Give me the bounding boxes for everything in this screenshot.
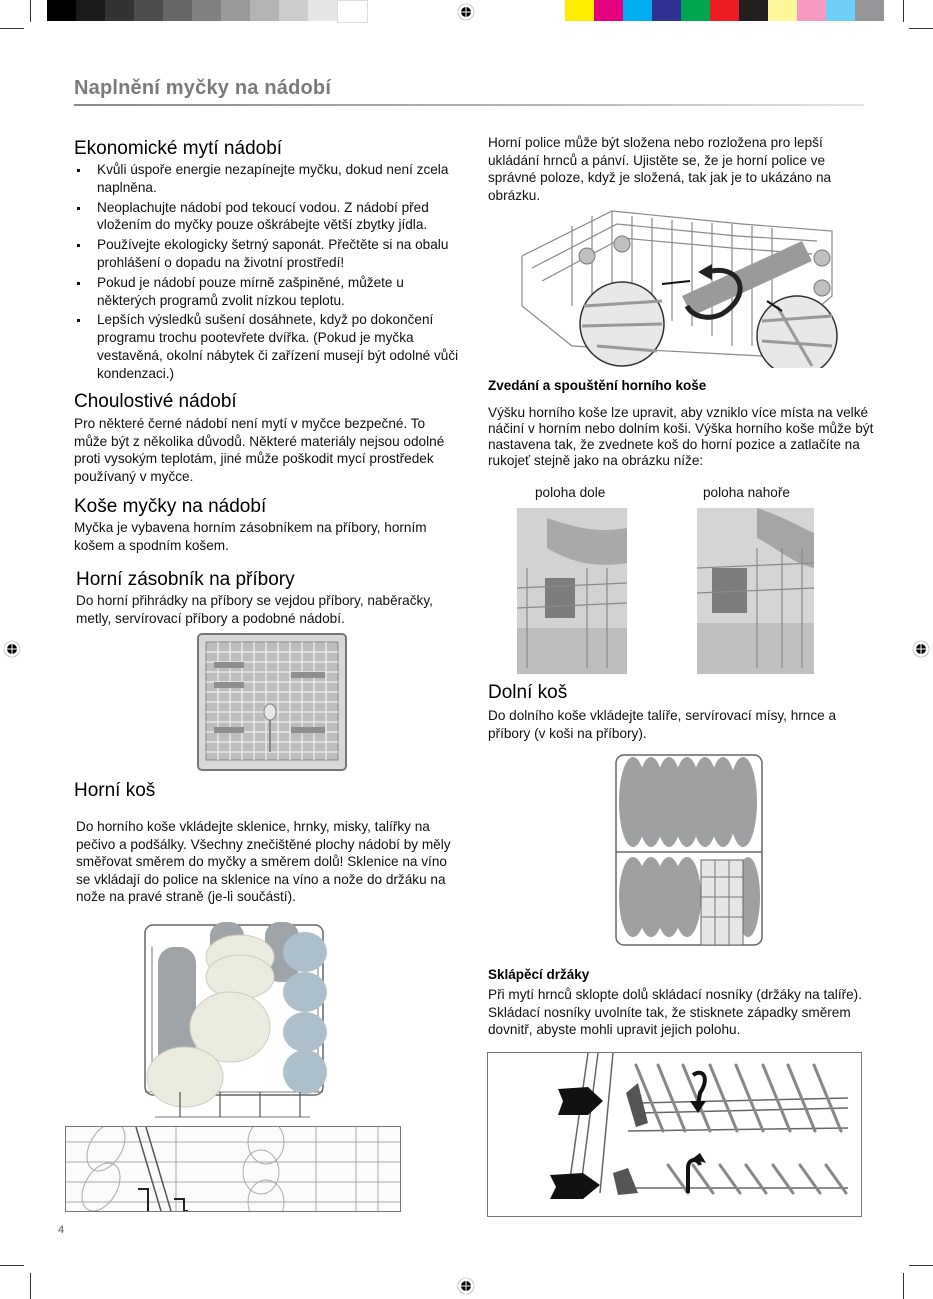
color-swatch [768,0,797,21]
color-swatch [652,0,681,21]
delicate-paragraph: Pro některé černé nádobí není mytí v myčce bezpečné. To může být z několika důvodů. Některé materiály nejsou odolné proti vysokým teplotám, jiné může poškodit mycí prostředek používaný v myčce. [74,416,445,484]
page-title: Naplnění myčky na nádobí [74,77,332,99]
eco-tip: Pokud je nádobí pouze mírně zašpiněné, můžete u některých programů zvolit nízkou teplotu. [74,274,459,310]
cutlery-tray-paragraph: Do horní přihrádky na příbory se vejdou příbory, naběračky, metly, servírovací příbory a podobné nádobí. [76,593,433,626]
crop-mark [0,1265,24,1266]
gray-swatch [134,0,163,21]
caption-position-high: poloha nahoře [703,485,790,500]
section-heading-raise-lower: Zvedání a spouštění horního koše [488,378,707,393]
eco-tip: Lepších výsledků sušení dosáhnete, když po dokončení programu trochu pootevřete dvířka. (Pokud je myčka vestavěná, okolní nábytek či zařízení musejí být odolné vůči kondenzaci.) [74,311,459,382]
color-swatch [739,0,768,21]
section-heading-baskets: Koše myčky na nádobí [74,496,267,517]
color-swatch [565,0,594,21]
gray-swatch [221,0,250,21]
crop-mark [903,1273,904,1299]
section-heading-cutlery-tray: Horní zásobník na příbory [76,569,295,590]
eco-tip: Kvůli úspoře energie nezapínejte myčku, dokud není zcela naplněna. [74,161,459,197]
gray-swatch [105,0,134,21]
raise-lower-paragraph: Výšku horního koše lze upravit, aby vzniklo více místa na velké náčiní v horním nebo dolním koši. Výška horního koše může být nastavena tak, že zvednete koš do horní pozice a zatlačíte na rukojeť stejně jako na obrázku níže: [488,405,874,468]
eco-tips-list [74,161,459,385]
crop-mark [909,1265,933,1266]
cutlery-tray-illustration [196,632,348,772]
gray-swatch [47,0,76,21]
color-swatch [826,0,855,21]
crop-mark [30,1273,31,1299]
registration-mark-icon [912,640,930,658]
color-swatch [681,0,710,21]
upper-basket-illustration [140,917,330,1127]
lower-basket-paragraph: Do dolního koše vkládejte talíře, servírovací mísy, hrnce a příbory (v koši na příbory). [488,708,837,741]
color-swatch [855,0,884,21]
eco-tip: Používejte ekologicky šetrný saponát. Přečtěte si na obalu prohlášení o dopadu na životní prostředí! [74,236,459,272]
gray-swatch [192,0,221,21]
photo-basket-low-position [517,508,627,674]
crop-mark [30,0,31,22]
folding-holders-illustration [487,1052,862,1217]
gray-swatch [250,0,279,21]
lower-basket-illustration [613,752,765,952]
crop-mark [909,28,933,29]
folding-shelf-illustration [512,206,848,368]
gray-swatch [337,0,368,23]
section-heading-delicate: Choulostivé nádobí [74,391,237,412]
shelf-paragraph: Horní police může být složena nebo rozložena pro lepší ukládání hrnců a pánví. Ujistěte se, že je horní police ve správné poloze, když je složená, tak jak je to ukázáno na obrázku. [488,135,832,203]
eco-tip: Neoplachujte nádobí pod tekoucí vodou. Z nádobí před vložením do myčky pouze oškrábejte větší zbytky jídla. [74,199,459,235]
gray-swatch [76,0,105,21]
color-swatch [594,0,623,21]
crop-mark [0,28,24,29]
gray-swatch [308,0,337,21]
crop-mark [903,0,904,22]
page-number: 4 [58,1224,65,1236]
title-divider [74,104,864,106]
section-heading-upper-basket: Horní koš [74,780,156,801]
registration-mark-icon [457,1277,475,1295]
color-swatch [623,0,652,21]
registration-mark-icon [3,640,21,658]
gray-swatch [279,0,308,21]
gray-swatch [163,0,192,21]
photo-basket-high-position [697,508,814,674]
knife-rack-illustration [65,1126,401,1212]
color-swatch [797,0,826,21]
section-heading-eco-washing: Ekonomické mytí nádobí [74,138,283,159]
registration-mark-icon [457,3,475,21]
baskets-paragraph: Myčka je vybavena horním zásobníkem na příbory, horním košem a spodním košem. [74,520,427,553]
caption-position-low: poloha dole [535,485,606,500]
section-heading-folding-holders: Sklápěcí držáky [488,967,590,982]
folding-holders-paragraph: Při mytí hrnců sklopte dolů skládací nosníky (držáky na talíře). Skládací nosníky uvolníte tak, že stisknete západky směrem dovnitř, abyste mohli upravit jejich polohu. [488,987,862,1037]
section-heading-lower-basket: Dolní koš [488,682,568,703]
color-swatch [710,0,739,21]
upper-basket-paragraph: Do horního koše vkládejte sklenice, hrnky, misky, talířky na pečivo a podšálky. Všechny znečištěné plochy nádobí by měly směřovat směrem do myčky a směrem dolů! Sklenice na víno se vkládají do police na sklenice na víno a nože do držáku na nože na pravé straně (je-li součástí). [76,819,451,904]
